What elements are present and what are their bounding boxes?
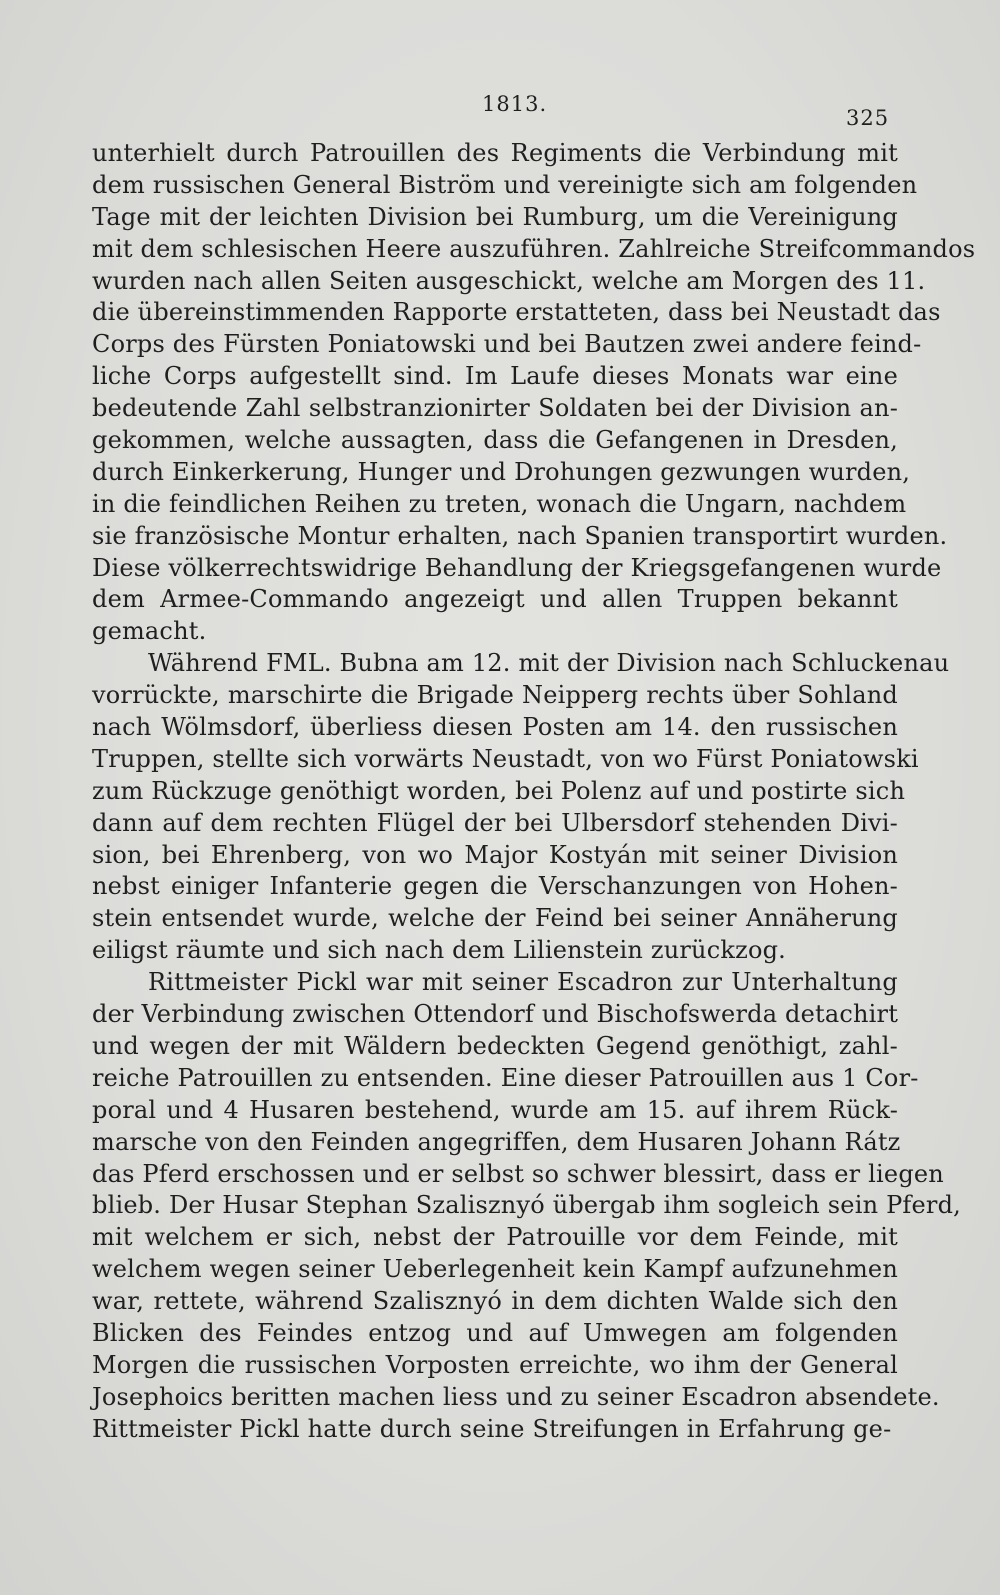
- text-line: nebst einiger Infanterie gegen die Verschanzungen von Hohen-: [92, 872, 898, 901]
- text-line: der Verbindung zwischen Ottendorf und Bischofswerda detachirt: [92, 1000, 899, 1029]
- text-line: blieb. Der Husar Stephan Szalisznyó übergab ihm sogleich sein Pferd,: [92, 1191, 961, 1220]
- text-line: Truppen, stellte sich vorwärts Neustadt, von wo Fürst Poniatowski: [92, 744, 919, 773]
- running-header-year: 1813.: [482, 92, 548, 116]
- text-line: durch Einkerkerung, Hunger und Drohungen gezwungen wurden,: [92, 457, 911, 486]
- text-line: wurden nach allen Seiten ausgeschickt, welche am Morgen des 11.: [92, 266, 926, 295]
- text-line: dem russischen General Biström und vereinigte sich am folgenden: [92, 170, 918, 199]
- text-line: unterhielt durch Patrouillen des Regiments die Verbindung mit: [92, 139, 898, 167]
- page-number: 325: [846, 106, 890, 130]
- text-line: das Pferd erschossen und er selbst so schwer blessirt, dass er liegen: [92, 1159, 944, 1188]
- text-line: und wegen der mit Wäldern bedeckten Gegend genöthigt, zahl-: [92, 1031, 898, 1060]
- text-line: nach Wölmsdorf, überliess diesen Posten am 14. den russischen: [92, 713, 898, 742]
- text-line: reiche Patrouillen zu entsenden. Eine dieser Patrouillen aus 1 Cor-: [92, 1063, 919, 1092]
- text-line: die übereinstimmenden Rapporte erstatteten, dass bei Neustadt das: [92, 298, 941, 327]
- text-line: dann auf dem rechten Flügel der bei Ulbersdorf stehenden Divi-: [92, 808, 898, 837]
- text-line: zum Rückzuge genöthigt worden, bei Polenz auf und postirte sich: [92, 776, 906, 805]
- text-line: vorrückte, marschirte die Brigade Neipperg rechts über Sohland: [92, 681, 898, 710]
- text-line: Blicken des Feindes entzog und auf Umwegen am folgenden: [92, 1318, 898, 1347]
- text-line: war, rettete, während Szalisznyó in dem dichten Walde sich den: [92, 1287, 898, 1316]
- text-line: Morgen die russischen Vorposten erreichte, wo ihm der General: [92, 1350, 898, 1379]
- paragraph: [92, 648, 950, 967]
- text-line: stein entsendet wurde, welche der Feind bei seiner Annäherung: [92, 904, 898, 933]
- text-line: gemacht.: [92, 617, 207, 646]
- text-line: liche Corps aufgestellt sind. Im Laufe dieses Monats war eine: [92, 362, 898, 391]
- text-line: Diese völkerrechtswidrige Behandlung der Kriegsgefangenen wurde: [92, 553, 942, 582]
- text-line: marsche von den Feinden angegriffen, dem Husaren Johann Rátz: [92, 1127, 901, 1156]
- text-line: Josephoics beritten machen liess und zu seiner Escadron absendete.: [92, 1382, 940, 1411]
- text-line: Corps des Fürsten Poniatowski und bei Bautzen zwei andere feind-: [92, 330, 922, 359]
- text-line: dem Armee-Commando angezeigt und allen Truppen bekannt: [92, 585, 898, 614]
- text-line: bedeutende Zahl selbstranzionirter Soldaten bei der Division an-: [92, 394, 898, 423]
- text-line: Während FML. Bubna am 12. mit der Division nach Schluckenau: [148, 649, 950, 678]
- text-line: mit dem schlesischen Heere auszuführen. Zahlreiche Streifcommandos: [92, 234, 976, 263]
- text-line: welchem wegen seiner Ueberlegenheit kein Kampf aufzunehmen: [92, 1255, 898, 1284]
- text-line: in die feindlichen Reihen zu treten, wonach die Ungarn, nachdem: [92, 489, 907, 518]
- paragraph: [92, 138, 976, 648]
- text-line: mit welchem er sich, nebst der Patrouille vor dem Feinde, mit: [92, 1223, 898, 1252]
- text-line: sie französische Montur erhalten, nach Spanien transportirt wurden.: [92, 521, 948, 550]
- text-line: sion, bei Ehrenberg, von wo Major Kostyán mit seiner Division: [92, 840, 898, 869]
- text-line: poral und 4 Husaren bestehend, wurde am 15. auf ihrem Rück-: [92, 1095, 898, 1124]
- paragraph: [92, 967, 961, 1445]
- text-line: Tage mit der leichten Division bei Rumburg, um die Vereinigung: [92, 202, 898, 231]
- text-line: Rittmeister Pickl hatte durch seine Streifungen in Erfahrung ge-: [92, 1414, 892, 1443]
- text-line: eiligst räumte und sich nach dem Lilienstein zurückzog.: [92, 936, 786, 965]
- body-text: [92, 138, 976, 1446]
- text-line: gekommen, welche aussagten, dass die Gefangenen in Dresden,: [92, 426, 898, 455]
- text-line: Rittmeister Pickl war mit seiner Escadron zur Unterhaltung: [148, 968, 898, 997]
